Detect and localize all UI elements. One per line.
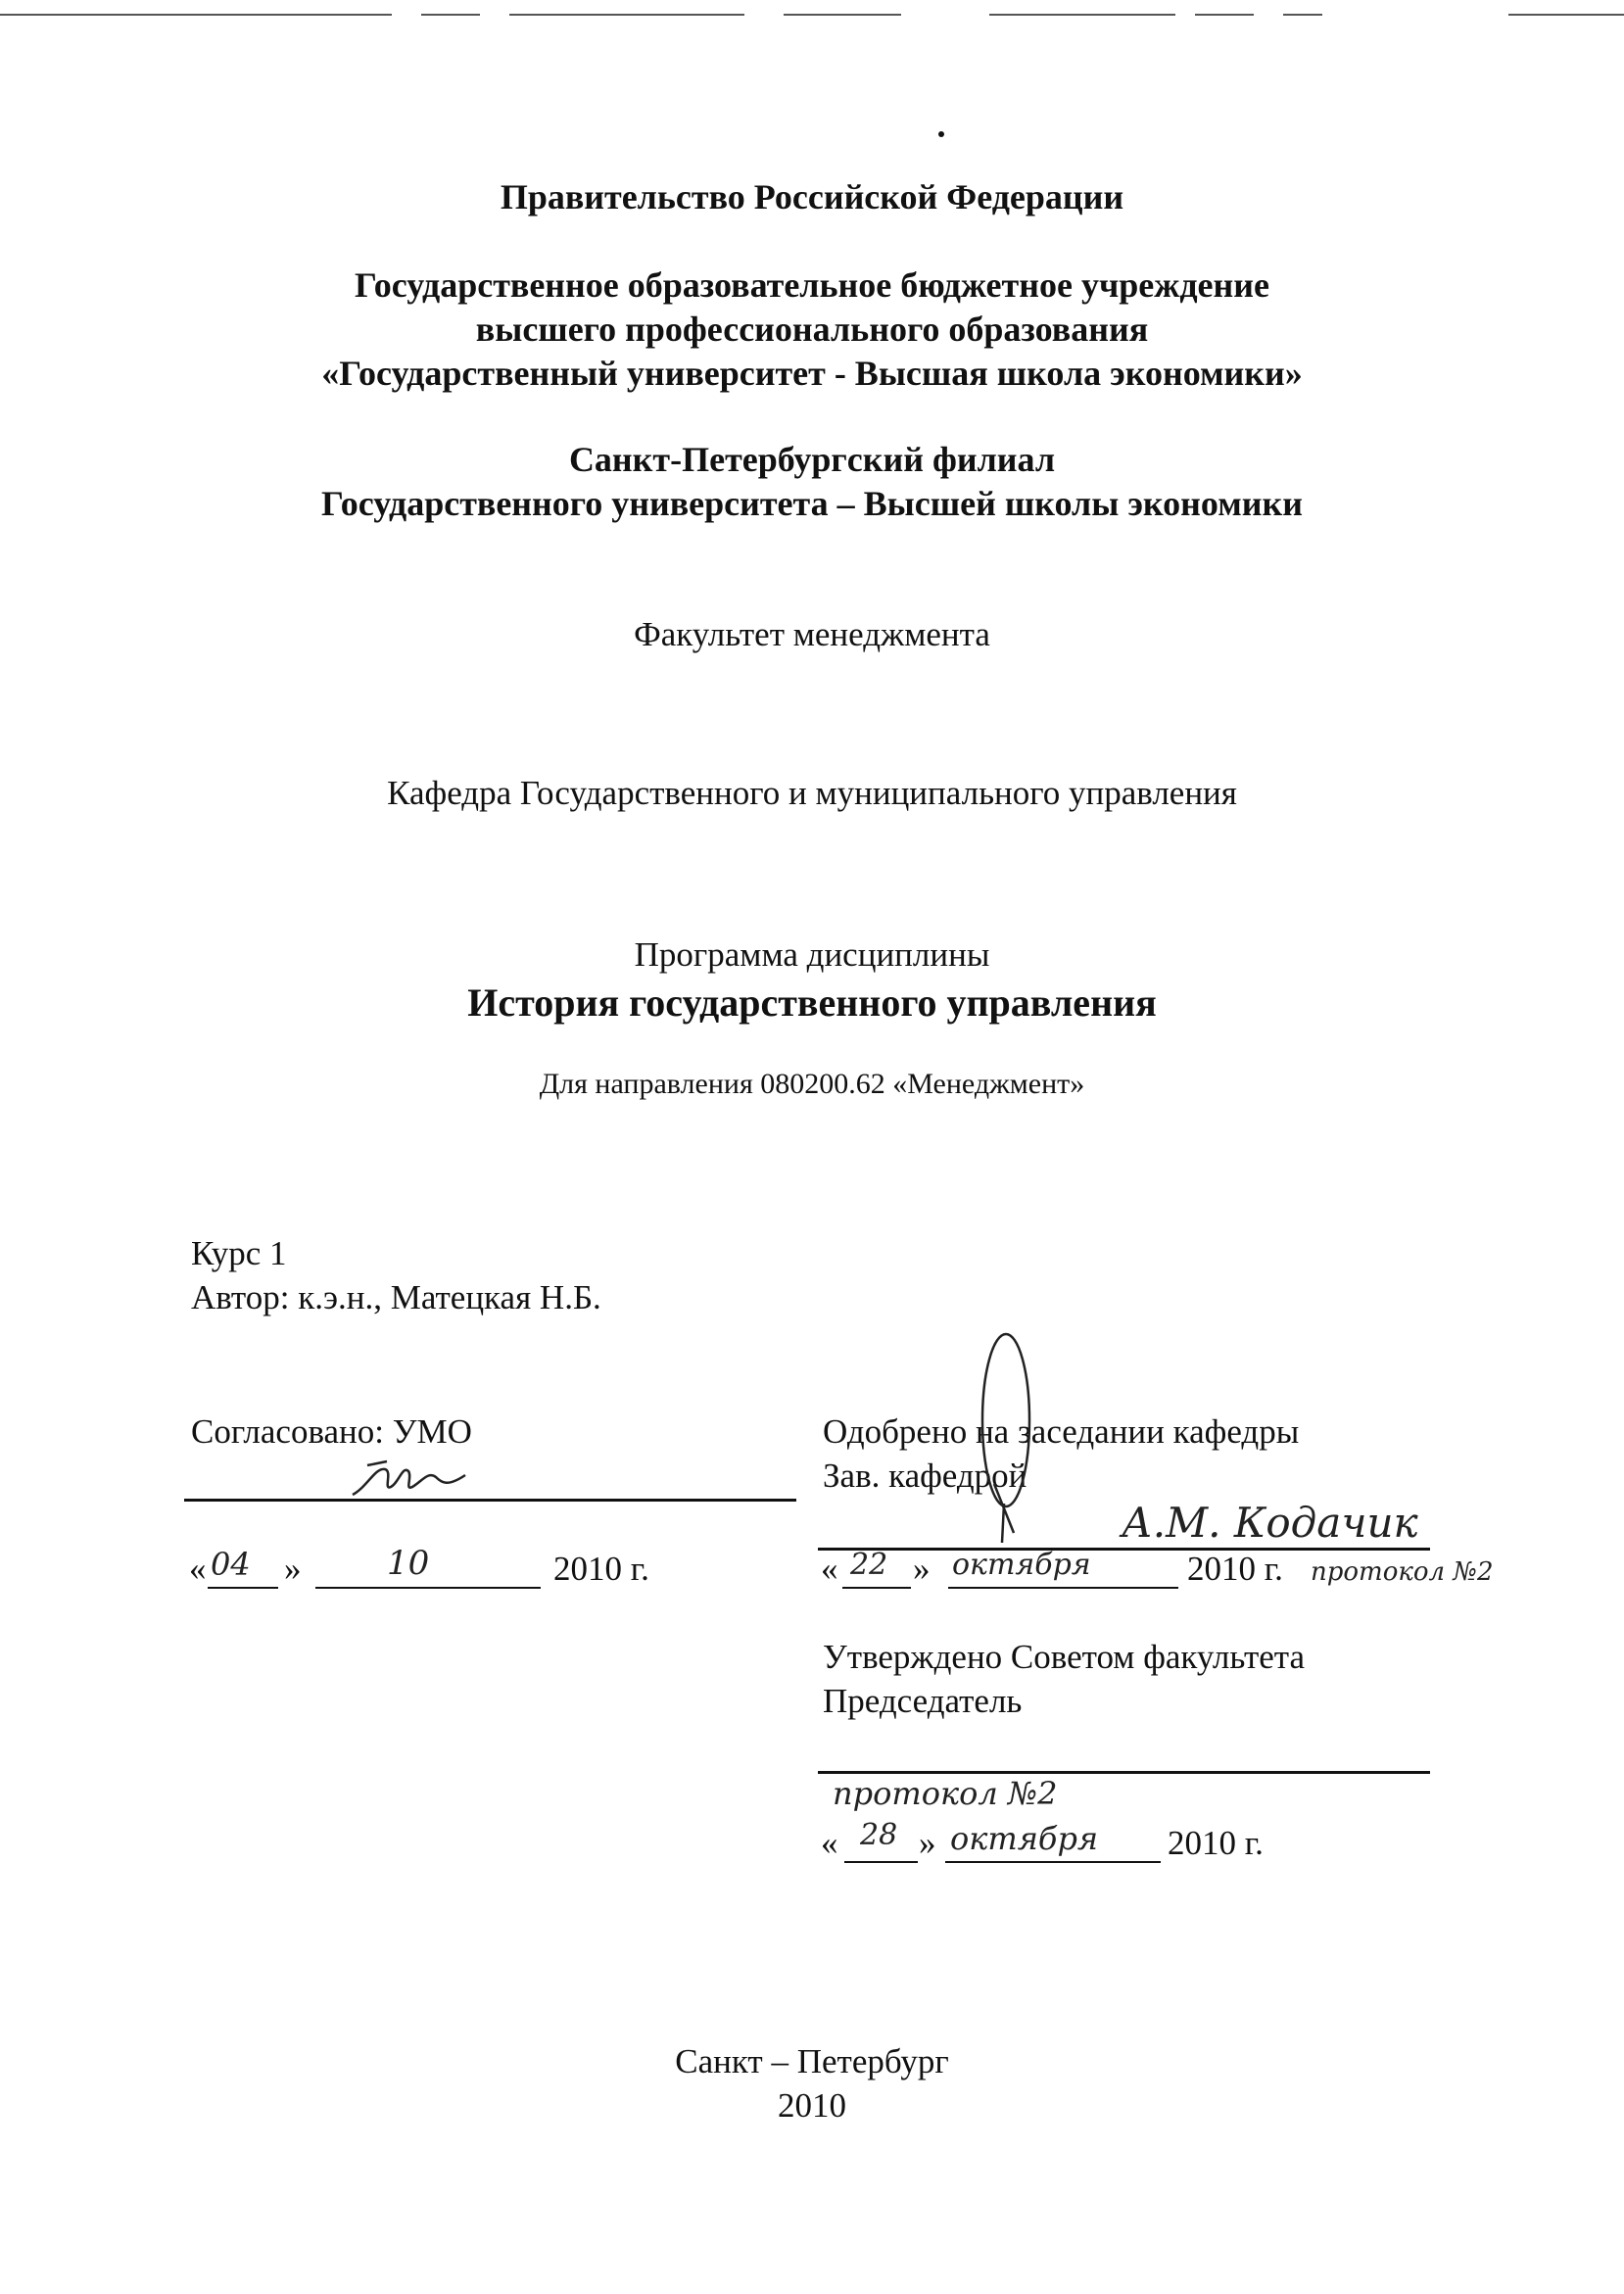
- council-approval-line-2: Председатель: [823, 1682, 1023, 1720]
- department-handwritten-protocol: протокол №2: [1311, 1557, 1494, 1587]
- umo-day-line: [208, 1587, 278, 1589]
- council-date-year: 2010 г.: [1168, 1824, 1264, 1862]
- council-handwritten-day: 28: [860, 1818, 898, 1852]
- program-direction: Для направления 080200.62 «Менеджмент»: [539, 1068, 1085, 1100]
- department-date-open-quote: «: [821, 1550, 838, 1588]
- council-month-line: [945, 1861, 1161, 1863]
- department-handwritten-name: А.М. Кодачик: [1122, 1499, 1418, 1547]
- department-date-close-quote: »: [913, 1550, 931, 1588]
- author-label: Автор: к.э.н., Матецкая Н.Б.: [191, 1278, 601, 1316]
- institution-line-3: «Государственный университет - Высшая школа экономики»: [321, 354, 1303, 393]
- department-approval-line-2: Зав. кафедрой: [823, 1457, 1027, 1495]
- course-label: Курс 1: [191, 1234, 287, 1272]
- branch-line-2: Государственного университета – Высшей школы экономики: [321, 484, 1303, 523]
- council-signature-line: [818, 1771, 1430, 1774]
- scan-edge-line: [1283, 14, 1322, 16]
- scan-edge-line: [0, 14, 392, 16]
- council-day-line: [844, 1861, 918, 1863]
- umo-date-year: 2010 г.: [553, 1550, 649, 1588]
- department-date-year: 2010 г.: [1187, 1550, 1283, 1588]
- umo-handwritten-month: 10: [387, 1544, 430, 1583]
- council-date-open-quote: «: [821, 1824, 838, 1862]
- faculty-name: Факультет менеджмента: [634, 615, 990, 653]
- program-title: История государственного управления: [467, 980, 1157, 1025]
- department-handwritten-day: 22: [850, 1548, 888, 1582]
- department-handwritten-month: октября: [952, 1548, 1091, 1582]
- scan-edge-line: [421, 14, 480, 16]
- scan-edge-line: [1508, 14, 1624, 16]
- department-month-line: [948, 1587, 1178, 1589]
- department-signature-line: [818, 1548, 1430, 1551]
- umo-date-open-quote: «: [189, 1550, 207, 1588]
- program-label: Программа дисциплины: [634, 935, 990, 974]
- scan-edge-line: [784, 14, 901, 16]
- umo-signature: [348, 1458, 495, 1506]
- scan-edge-line: [989, 14, 1175, 16]
- department-name: Кафедра Государственного и муниципального управления: [387, 774, 1237, 812]
- footer-year: 2010: [778, 2086, 846, 2125]
- umo-month-line: [315, 1587, 541, 1589]
- umo-handwritten-day: 04: [211, 1546, 251, 1583]
- institution-line-2: высшего профессионального образования: [475, 310, 1149, 349]
- government-heading: Правительство Российской Федерации: [500, 177, 1124, 216]
- umo-approval-label: Согласовано: УМО: [191, 1412, 472, 1451]
- scan-dot: [938, 131, 944, 137]
- scan-edge-line: [509, 14, 744, 16]
- council-handwritten-month: октября: [950, 1820, 1099, 1857]
- council-approval-line-1: Утверждено Советом факультета: [823, 1638, 1306, 1676]
- department-approval-line-1: Одобрено на заседании кафедры: [823, 1412, 1300, 1451]
- institution-line-1: Государственное образовательное бюджетное учреждение: [355, 265, 1269, 305]
- branch-line-1: Санкт-Петербургский филиал: [568, 440, 1056, 479]
- scan-edge-line: [1195, 14, 1254, 16]
- council-date-close-quote: »: [919, 1824, 936, 1862]
- department-day-line: [842, 1587, 911, 1589]
- umo-date-close-quote: »: [284, 1550, 302, 1588]
- council-handwritten-protocol: протокол №2: [833, 1775, 1058, 1812]
- footer-city: Санкт – Петербург: [675, 2042, 949, 2080]
